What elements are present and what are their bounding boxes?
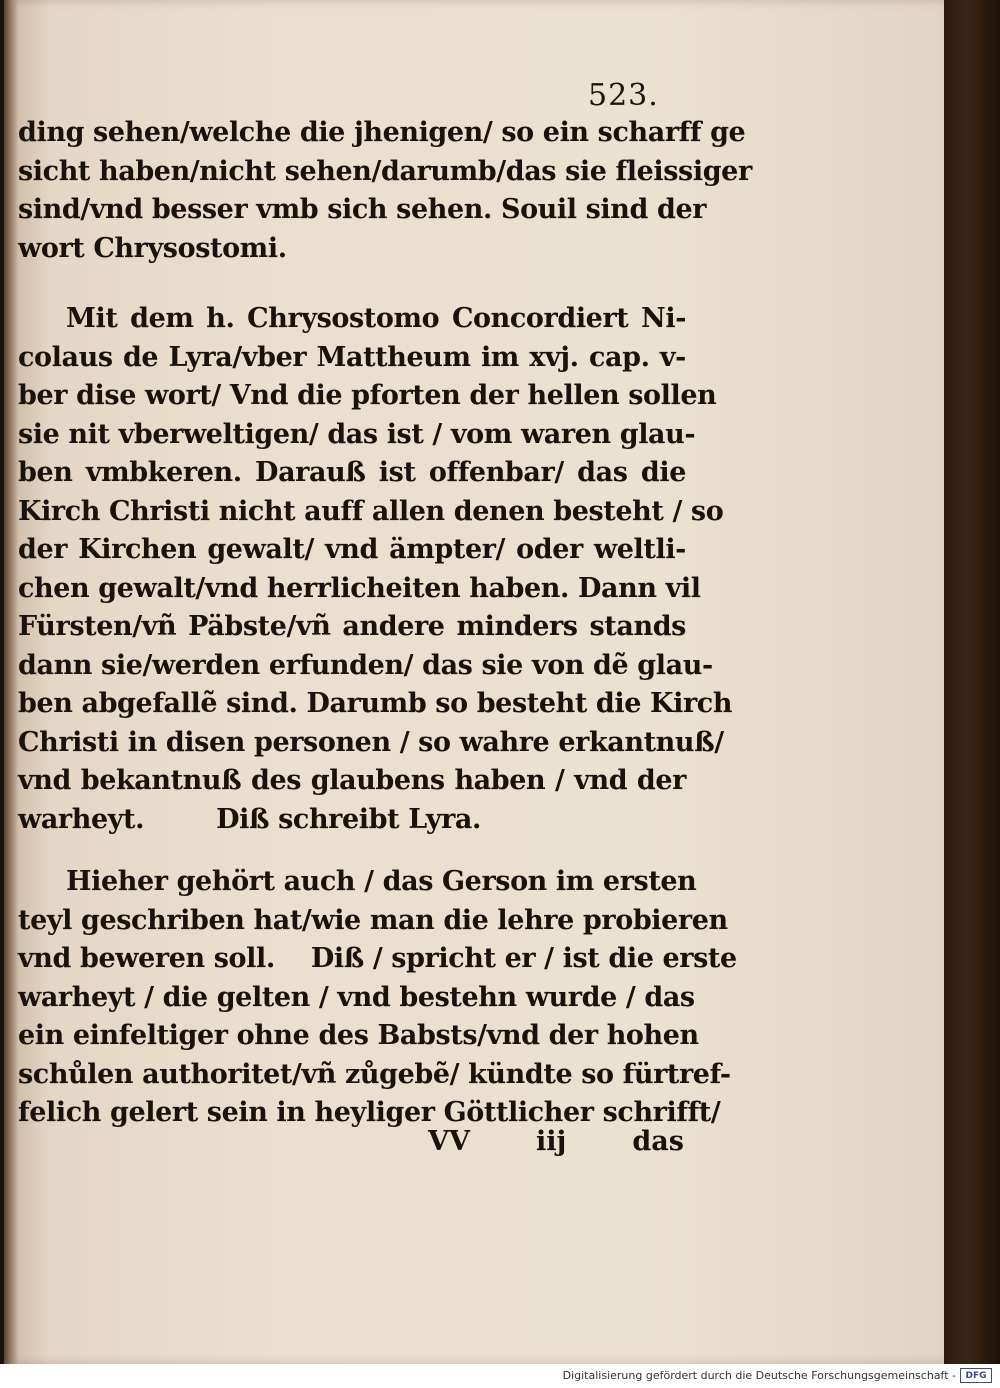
text-line: sind/vnd besser vmb sich sehen. Souil sind der — [18, 194, 707, 225]
catchword: das — [632, 1126, 684, 1157]
text-line: ein einfeltiger ohne des Babsts/vnd der hohen — [18, 1020, 699, 1051]
book-edge — [944, 0, 1000, 1364]
text-line: ben vmbkeren. Darauß ist offenbar/ das die — [18, 457, 686, 488]
text-line: sicht haben/nicht sehen/darumb/das sie fleissiger — [18, 155, 752, 187]
dfg-logo: DFG — [960, 1368, 992, 1383]
text-line: der Kirchen gewalt/ vnd ämpter/ oder weltli- — [18, 534, 686, 565]
text-line: vnd beweren soll. Diß / spricht er / ist die erste — [18, 943, 737, 974]
text-line: sie nit vberweltigen/ das ist / vom waren glau- — [18, 418, 696, 450]
text-line: ber dise wort/ Vnd die pforten der hellen sollen — [18, 380, 717, 411]
text-line: vnd bekantnuß des glaubens haben / vnd der — [18, 765, 686, 796]
signature-mark: VV — [428, 1126, 470, 1157]
text-line: Fürsten/vñ Päbste/vñ andere minders stands — [18, 611, 686, 642]
text-line: chen gewalt/vnd herrlicheiten haben. Dann vil — [18, 572, 701, 604]
text-line: schůlen authoritet/vñ zůgebẽ/ kündte so fürtref- — [18, 1058, 731, 1090]
page-number: 523. — [588, 78, 659, 113]
paragraph-1 — [18, 114, 752, 268]
text-line: Mit dem h. Chrysostomo Concordiert Ni- — [66, 303, 686, 334]
text-line: Kirch Christi nicht auff allen denen besteht / so — [18, 495, 724, 527]
text-line: Christi in disen personen / so wahre erkantnuß/ — [18, 726, 724, 758]
text-line: dann sie/werden erfunden/ das sie von dẽ glau- — [18, 649, 713, 681]
catchline — [418, 1126, 684, 1157]
text-line: felich gelert sein in heyliger Göttlicher schrifft/ — [18, 1097, 721, 1128]
page-gutter — [4, 0, 18, 1364]
text-line: teyl geschriben hat/wie man die lehre probieren — [18, 904, 728, 936]
text-line: ben abgefallẽ sind. Darumb so besteht die Kirch — [18, 688, 733, 719]
paragraph-3 — [18, 863, 737, 1133]
text-line: warheyt. Diß schreibt Lyra. — [18, 803, 482, 835]
book-page — [4, 0, 944, 1364]
footer-bar — [0, 1364, 1000, 1388]
text-line: warheyt / die gelten / vnd bestehn wurde / das — [18, 981, 695, 1013]
text-line: ding sehen/welche die jhenigen/ so ein scharff ge — [18, 117, 746, 148]
text-line: colaus de Lyra/vber Mattheum im xvj. cap. v- — [18, 341, 686, 373]
text-line: Hieher gehört auch / das Gerson im ersten — [66, 866, 697, 897]
paragraph-2 — [18, 300, 733, 839]
footer-credit: Digitalisierung gefördert durch die Deutsche Forschungsgemeinschaft - — [562, 1369, 956, 1382]
signature-number: iij — [536, 1126, 567, 1157]
text-line: wort Chrysostomi. — [18, 232, 287, 264]
